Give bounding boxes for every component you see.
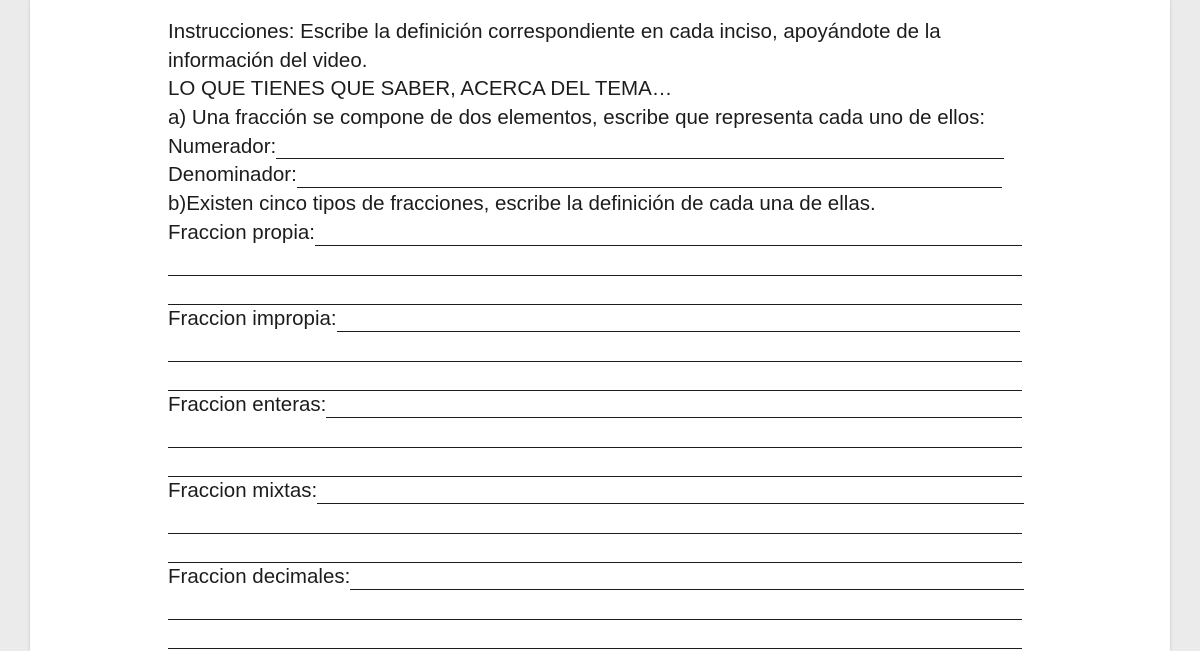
fraccion-propia-extra-line[interactable] (168, 276, 1022, 305)
fraccion-propia-field[interactable] (168, 219, 1022, 248)
worksheet-content (168, 18, 1028, 649)
fraccion-propia-answer-line[interactable] (315, 245, 1022, 246)
instructions-line-2: información del video. (168, 48, 368, 72)
worksheet-page (30, 0, 1170, 651)
numerador-answer-line[interactable] (276, 158, 1004, 159)
fraccion-propia-extra-line[interactable] (168, 248, 1022, 277)
fraccion-impropia-field[interactable] (168, 305, 1020, 334)
fraccion-decimales-answer-line[interactable] (350, 589, 1024, 590)
fraccion-mixtas-extra-line[interactable] (168, 534, 1022, 563)
fraccion-decimales-extra-line[interactable] (168, 592, 1022, 621)
fraccion-impropia-extra-line[interactable] (168, 362, 1022, 391)
fraccion-propia-label: Fraccion propia: (168, 220, 315, 244)
fraccion-impropia-label: Fraccion impropia: (168, 306, 337, 330)
denominador-field[interactable] (168, 161, 1002, 190)
section-title: LO QUE TIENES QUE SABER, ACERCA DEL TEMA… (168, 77, 673, 101)
instructions-line-1: Instrucciones: Escribe la definición correspondiente en cada inciso, apoyándote de la (168, 20, 941, 43)
fraccion-decimales-field[interactable] (168, 563, 1024, 592)
denominador-label: Denominador: (168, 163, 297, 187)
fraccion-impropia-answer-line[interactable] (337, 331, 1020, 332)
fraccion-mixtas-label: Fraccion mixtas: (168, 478, 318, 502)
numerador-label: Numerador: (168, 134, 277, 158)
fraccion-enteras-answer-line[interactable] (326, 417, 1022, 418)
denominador-answer-line[interactable] (297, 187, 1002, 188)
question-a-prompt: a) Una fracción se compone de dos elementos, escribe que representa cada uno de ellos: (168, 106, 986, 130)
fraccion-enteras-extra-line[interactable] (168, 448, 1022, 477)
fraccion-enteras-field[interactable] (168, 391, 1022, 420)
fraccion-decimales-label: Fraccion decimales: (168, 565, 351, 589)
question-b-prompt: b)Existen cinco tipos de fracciones, escribe la definición de cada una de ellas. (168, 192, 876, 216)
fraccion-impropia-extra-line[interactable] (168, 334, 1022, 363)
numerador-field[interactable] (168, 133, 1004, 162)
fraccion-enteras-label: Fraccion enteras: (168, 392, 327, 416)
fraccion-mixtas-field[interactable] (168, 477, 1024, 506)
fraccion-enteras-extra-line[interactable] (168, 420, 1022, 449)
fraccion-decimales-extra-line[interactable] (168, 620, 1022, 649)
fraccion-mixtas-extra-line[interactable] (168, 506, 1022, 535)
fraccion-mixtas-answer-line[interactable] (317, 503, 1024, 504)
